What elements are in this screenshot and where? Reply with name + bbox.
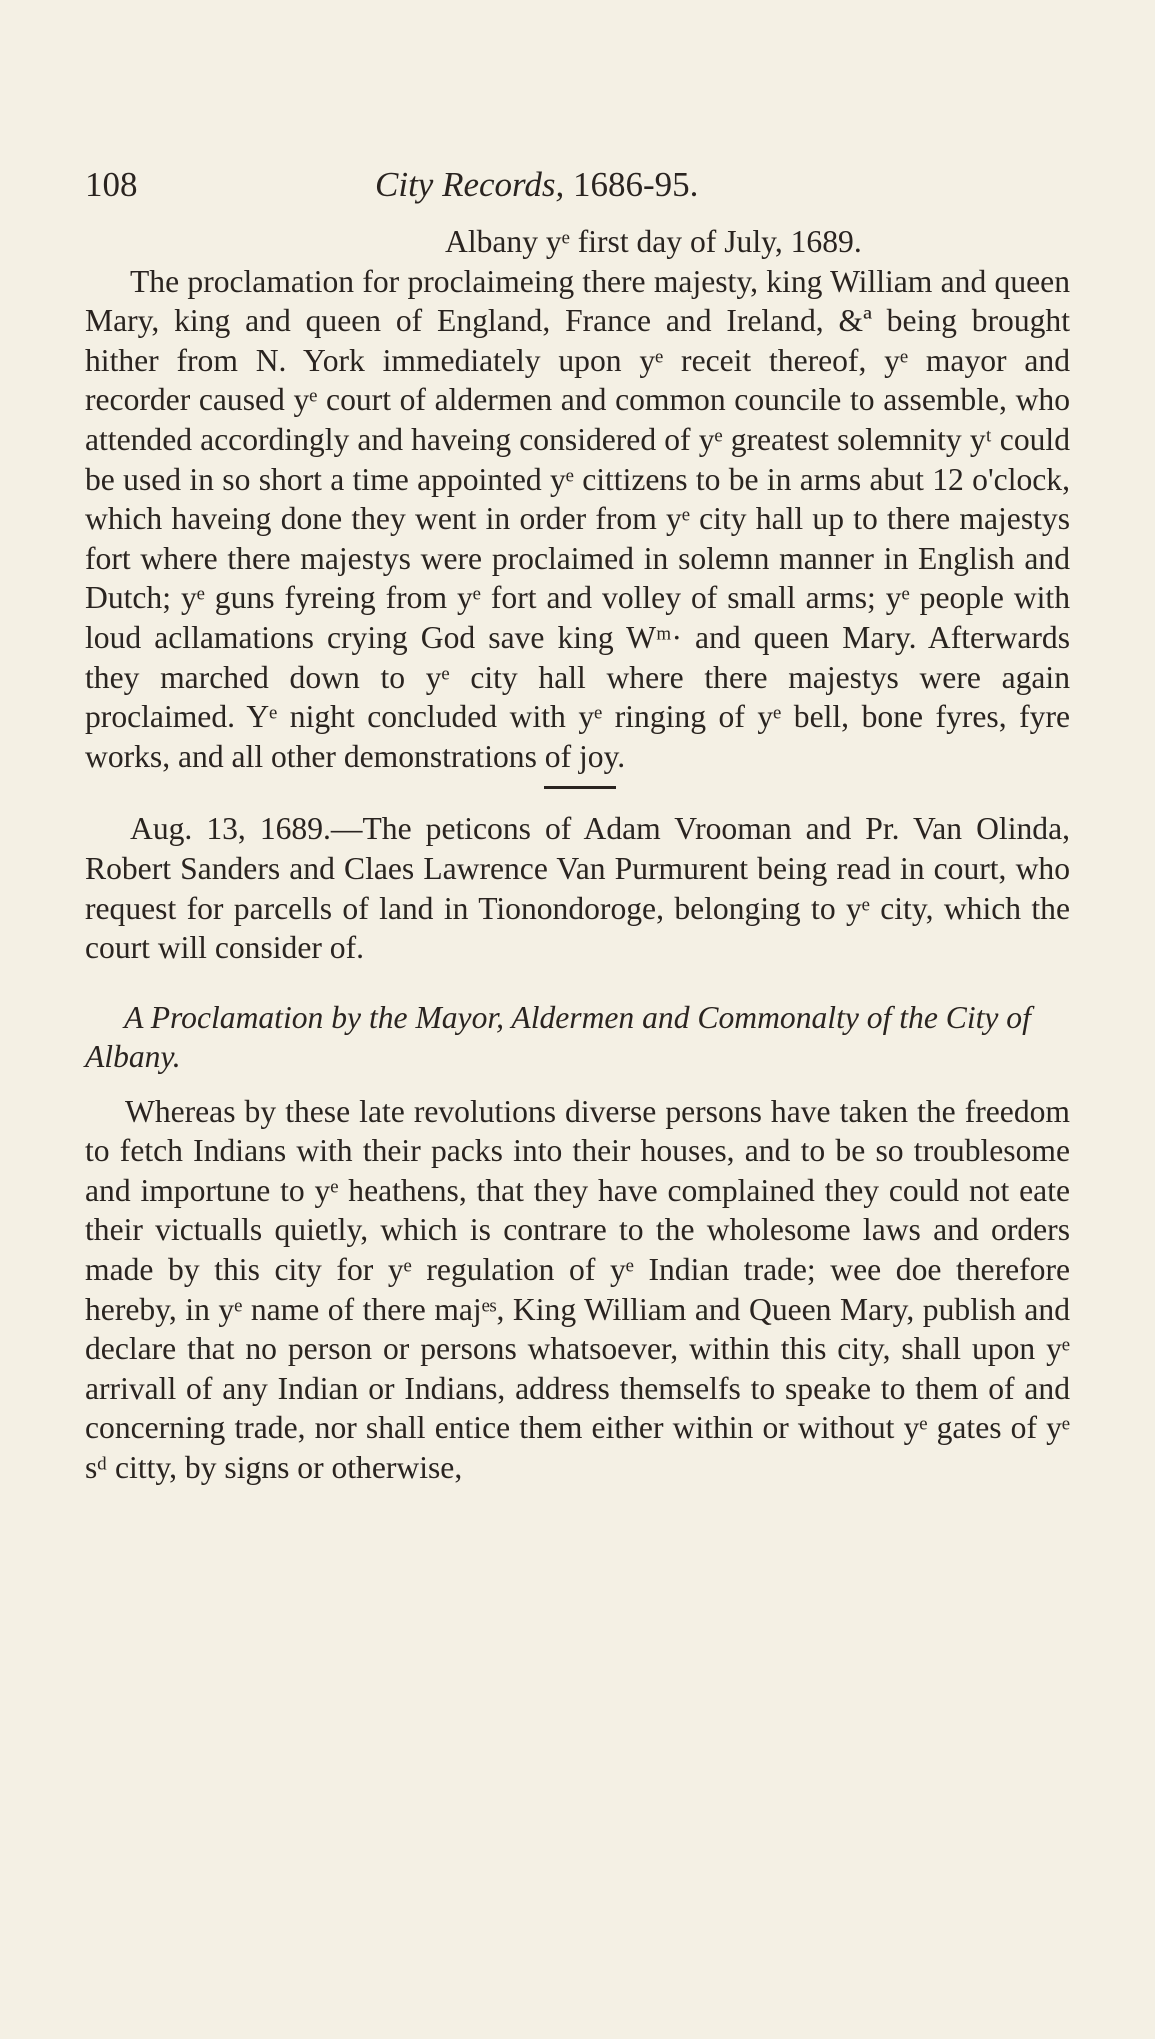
paragraph-whereas: Whereas by these late revolutions diverse persons have taken the freedom to fetch Indians with their packs into their houses, and to be so troublesome and importune to yᵉ heathens, that they have complained they could not eate their victualls quietly, which is contrare to the wholesome laws and orders made by this city for yᵉ regulation of yᵉ Indian trade; wee doe therefore hereby, in yᵉ name of there majᵉˢ, King William and Queen Mary, publish and declare that no person or persons whatsoever, within this city, shall upon yᵉ arrivall of any Indian or Indians, address themselfs to speake to them of and concerning trade, nor shall entice them either within or without yᵉ gates of yᵉ sᵈ citty, by signs or otherwise, xyxy=(85,1093,1070,1486)
paragraph-petition: Aug. 13, 1689.—The peticons of Adam Vrooman and Pr. Van Olinda, Robert Sanders and Claes Lawrence Van Purmurent being read in court, who request for parcells of land in Tionondoroge, belonging to yᵉ city, which the court will consider of. xyxy=(85,811,1070,966)
proclamation-heading: A Proclamation by the Mayor, Aldermen and Commonalty of the City of Albany. xyxy=(85,999,1031,1074)
page-body xyxy=(85,222,1070,1488)
section-divider xyxy=(544,786,616,789)
paragraph-proclamation: The proclamation for proclaimeing there majesty, king William and queen Mary, king and queen of England, France and Ireland, &ª being brought hither from N. York immediately upon yᵉ receit thereof, yᵉ mayor and recorder caused yᵉ court of aldermen and common councile to assemble, who attended accordingly and haveing considered of yᵉ greatest solemnity yᵗ could be used in so short a time appointed yᵉ cittizens to be in arms abut 12 o'clock, which haveing done they went in order from yᵉ city hall up to there majestys fort where there majestys were proclaimed in solemn manner in English and Dutch; yᵉ guns fyreing from yᵉ fort and volley of small arms; yᵉ people with loud acllamations crying God save king Wᵐ· and queen Mary. Afterwards they marched down to yᵉ city hall where there majestys were again proclaimed. Yᵉ night concluded with yᵉ ringing of yᵉ bell, bone fyres, fyre works, and all other demonstrations of joy. xyxy=(85,263,1070,774)
page-number: 108 xyxy=(85,165,138,204)
running-title xyxy=(375,165,698,205)
dateline: Albany yᵉ first day of July, 1689. xyxy=(445,224,862,259)
page-header xyxy=(85,165,1075,215)
running-title-italic: City Records, xyxy=(375,165,565,204)
running-title-years: 1686-95. xyxy=(564,165,699,204)
